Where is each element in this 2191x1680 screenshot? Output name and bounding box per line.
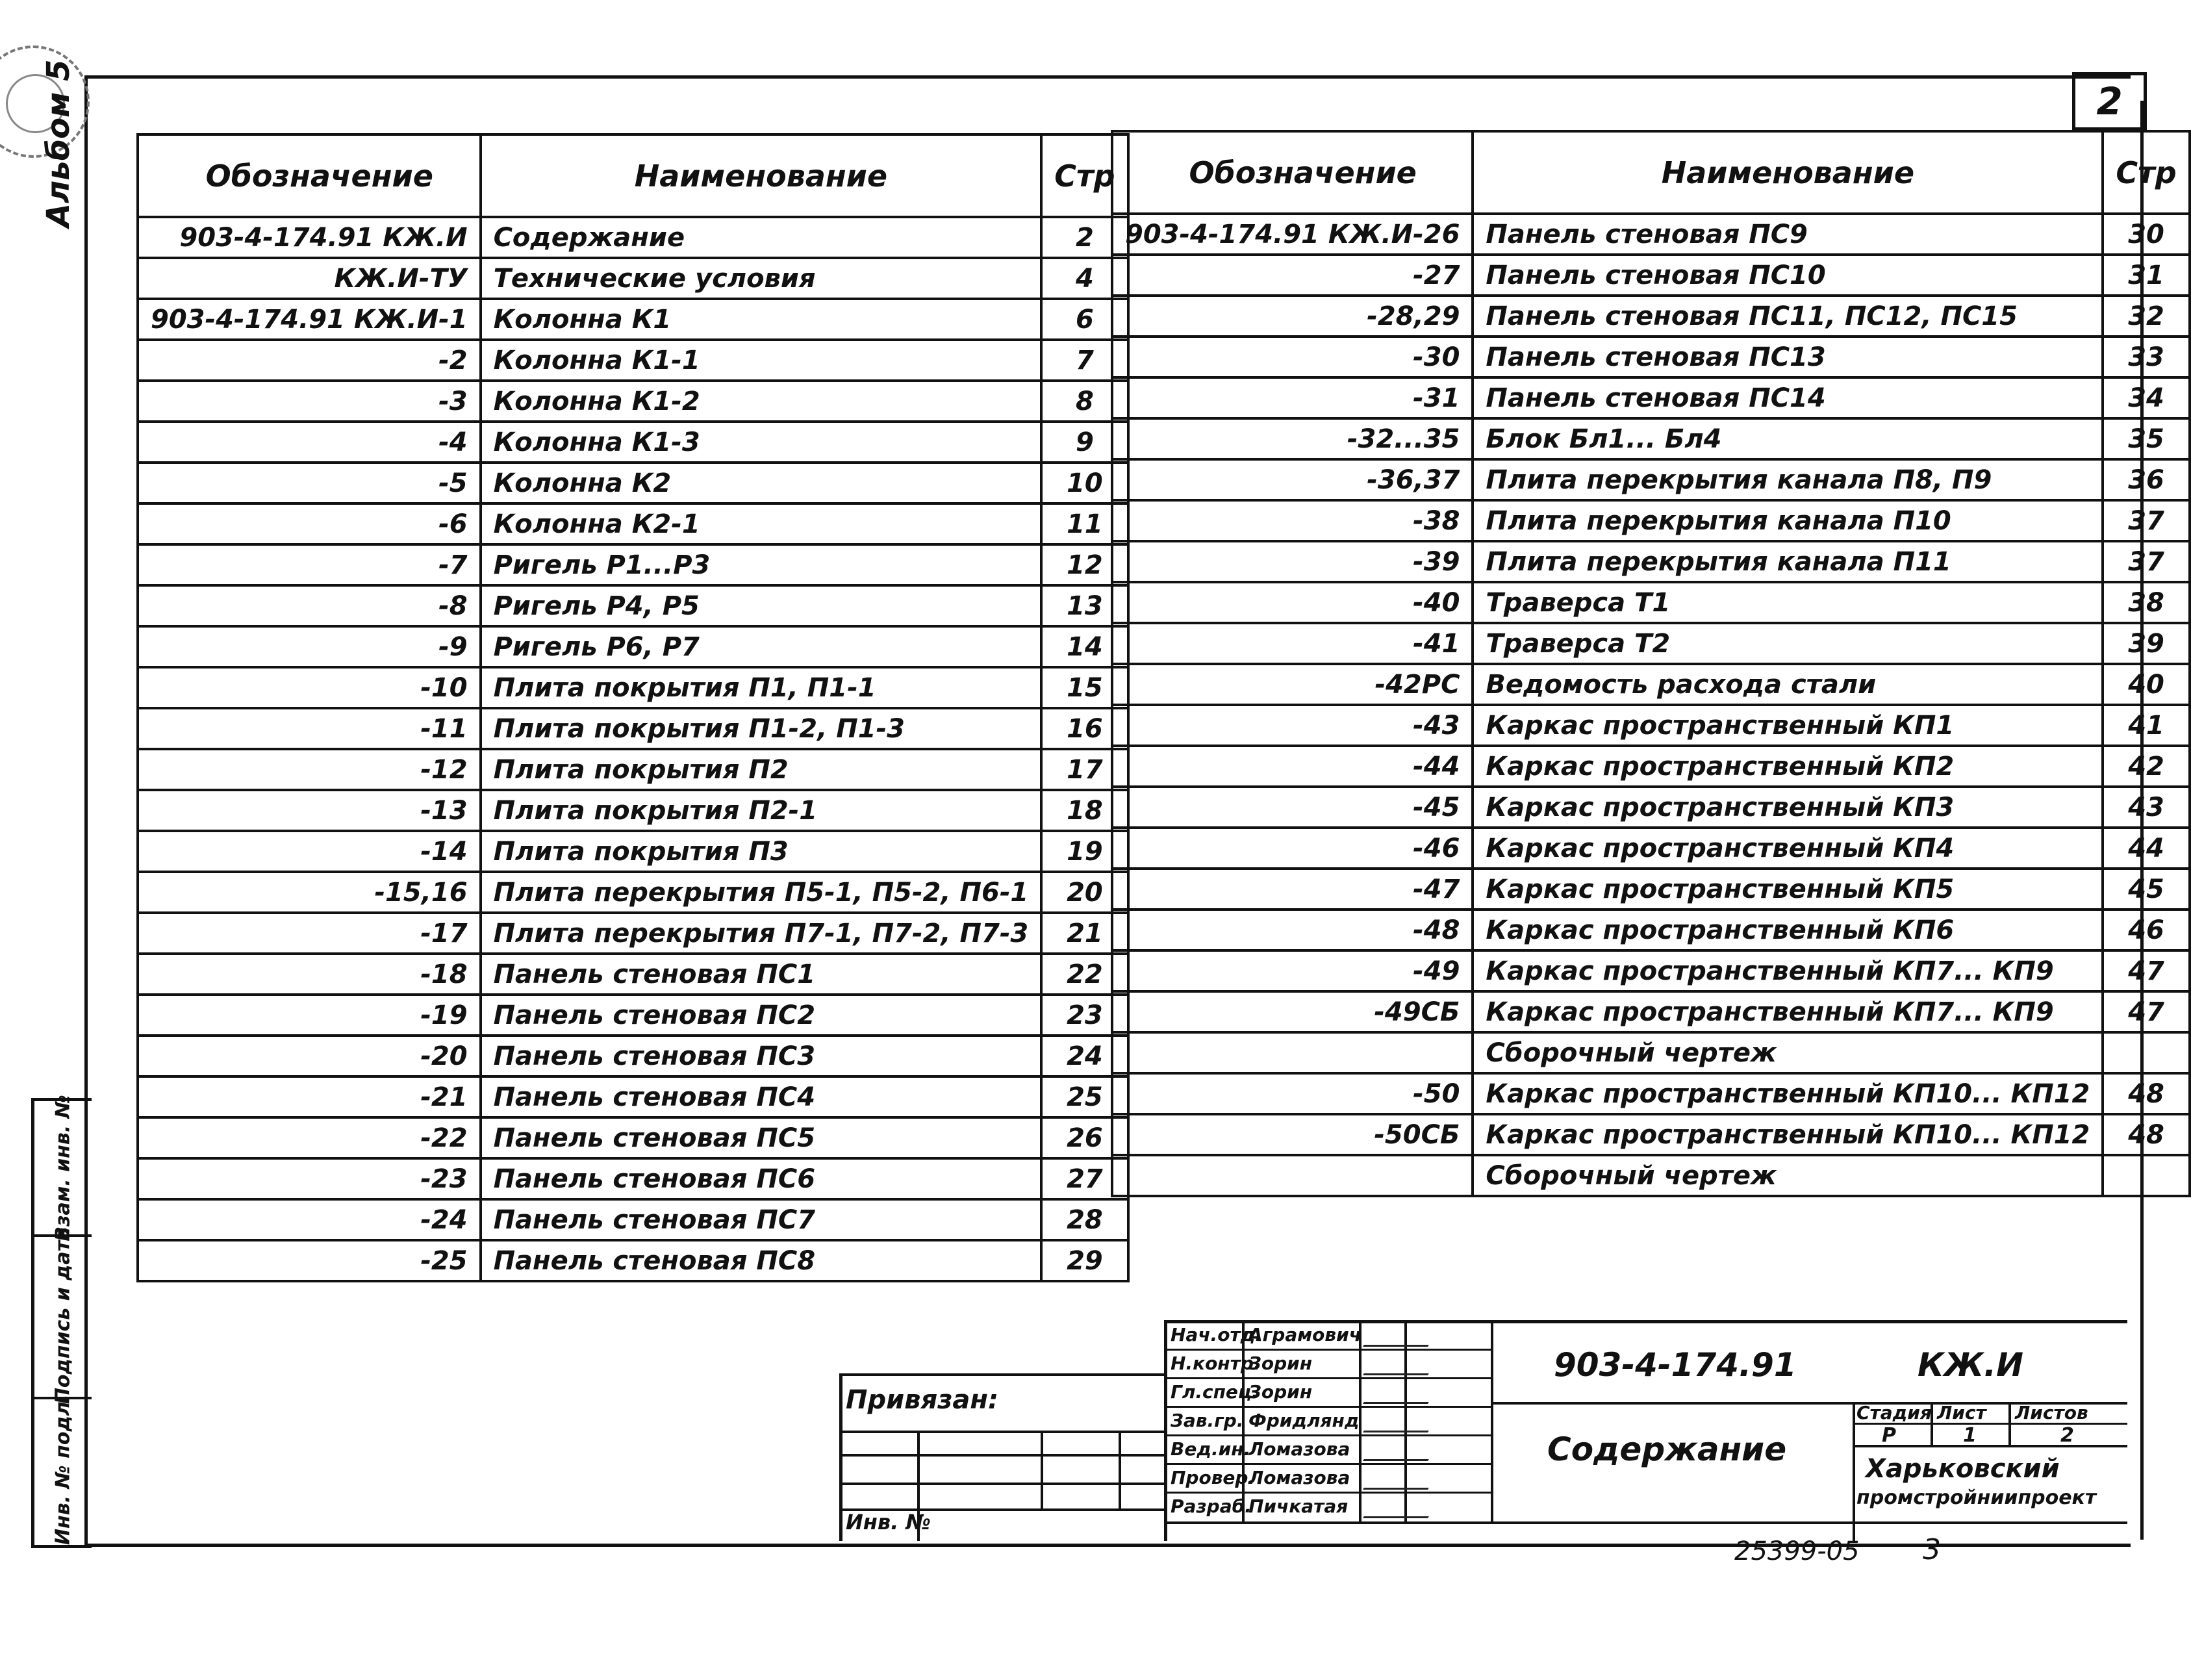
designation-cell: -31 (1112, 377, 1473, 418)
page-cell: 37 (2103, 541, 2189, 582)
name-cell: Плита перекрытия канала П11 (1473, 541, 2103, 582)
name-cell: Сборочный чертеж (1473, 1032, 2103, 1073)
table-row (138, 790, 1128, 831)
designation-cell: -38 (1112, 500, 1473, 541)
signature-1 (1363, 1327, 1439, 1347)
page-cell: 7 (1041, 340, 1128, 381)
name-cell: Плита покрытия П3 (481, 831, 1042, 872)
designation-cell: -19 (138, 995, 481, 1036)
page-cell (2103, 1032, 2189, 1073)
table-row (1112, 1073, 2190, 1114)
page-cell: 16 (1041, 708, 1128, 749)
name-cell: Ведомость расхода стали (1473, 664, 2103, 705)
name-cell: Панель стеновая ПС3 (481, 1036, 1042, 1076)
designation-cell: -28,29 (1112, 296, 1473, 337)
page-cell: 41 (2103, 705, 2189, 746)
role-4: Зав.гр. (1171, 1410, 1244, 1431)
inv-no-label: Инв. № (846, 1510, 931, 1534)
table-row (138, 1076, 1128, 1117)
designation-cell: -21 (138, 1076, 481, 1117)
table-row (1112, 377, 2190, 418)
name-cell: Колонна К1-3 (481, 422, 1042, 463)
name-cell: Плита покрытия П1-2, П1-3 (481, 708, 1042, 749)
designation-cell: -47 (1112, 869, 1473, 910)
name-cell: Ригель Р6, Р7 (481, 626, 1042, 667)
sheet-label: Лист (1937, 1402, 1986, 1423)
name-cell: Плита перекрытия канала П10 (1473, 500, 2103, 541)
page-cell: 18 (1041, 790, 1128, 831)
table-row (1112, 459, 2190, 500)
page-cell: 34 (2103, 377, 2189, 418)
designation-cell: -50СБ (1112, 1114, 1473, 1155)
name-cell: Каркас пространственный КП7... КП9 (1473, 991, 2103, 1032)
designation-cell: 903-4-174.91 КЖ.И-26 (1112, 214, 1473, 255)
header-name: Наименование (481, 134, 1042, 217)
name-cell: Ригель Р1...Р3 (481, 544, 1042, 585)
strip-label-podpis: Подпись и дата (51, 1227, 75, 1405)
table-row (138, 340, 1128, 381)
contents-table-left (136, 133, 1130, 1282)
designation-cell: -9 (138, 626, 481, 667)
page-cell: 27 (1041, 1158, 1128, 1199)
page-cell: 47 (2103, 950, 2189, 991)
table-row (138, 1240, 1128, 1281)
table-row (1112, 582, 2190, 623)
table-row (138, 585, 1128, 626)
name-cell: Колонна К1-2 (481, 381, 1042, 422)
page-cell: 4 (1041, 258, 1128, 299)
name-cell: Панель стеновая ПС13 (1473, 337, 2103, 377)
page-cell: 48 (2103, 1073, 2189, 1114)
name-2: Зорин (1248, 1353, 1313, 1374)
designation-cell: -45 (1112, 787, 1473, 828)
archive-number: 25399-05 (1734, 1536, 1860, 1566)
page-cell: 8 (1041, 381, 1128, 422)
name-cell: Плита покрытия П2 (481, 749, 1042, 790)
page-cell: 17 (1041, 749, 1128, 790)
table-row (1112, 991, 2190, 1032)
page-cell: 38 (2103, 582, 2189, 623)
designation-cell: 903-4-174.91 КЖ.И (138, 217, 481, 258)
page-cell: 32 (2103, 296, 2189, 337)
page-cell: 44 (2103, 828, 2189, 869)
table-row (1112, 500, 2190, 541)
name-4: Фридлянд (1248, 1410, 1360, 1431)
name-cell: Панель стеновая ПС4 (481, 1076, 1042, 1117)
designation-cell: -22 (138, 1117, 481, 1158)
name-cell: Панель стеновая ПС11, ПС12, ПС15 (1473, 296, 2103, 337)
signature-4 (1363, 1412, 1439, 1432)
name-cell: Колонна К1 (481, 299, 1042, 340)
designation-cell: -18 (138, 954, 481, 995)
name-cell: Каркас пространственный КП10... КП12 (1473, 1114, 2103, 1155)
page-cell: 10 (1041, 463, 1128, 503)
designation-cell: -10 (138, 667, 481, 708)
table-row (138, 463, 1128, 503)
name-cell: Панель стеновая ПС5 (481, 1117, 1042, 1158)
designation-cell (1112, 1032, 1473, 1073)
header-name: Наименование (1473, 131, 2103, 214)
table-row (138, 872, 1128, 913)
doc-title: Содержание (1547, 1431, 1787, 1468)
page-cell: 47 (2103, 991, 2189, 1032)
left-binding-strip (31, 1094, 92, 1548)
page-cell: 26 (1041, 1117, 1128, 1158)
page-cell: 48 (2103, 1114, 2189, 1155)
designation-cell: -3 (138, 381, 481, 422)
designation-cell: -49 (1112, 950, 1473, 991)
signature-7 (1363, 1498, 1439, 1518)
table-row (1112, 337, 2190, 377)
page-cell: 30 (2103, 214, 2189, 255)
page-cell: 45 (2103, 869, 2189, 910)
name-cell: Траверса Т2 (1473, 623, 2103, 664)
page-cell: 23 (1041, 995, 1128, 1036)
table-row (138, 544, 1128, 585)
name-cell: Колонна К2-1 (481, 503, 1042, 544)
name-cell: Панель стеновая ПС2 (481, 995, 1042, 1036)
designation-cell: -23 (138, 1158, 481, 1199)
page-cell: 43 (2103, 787, 2189, 828)
page-cell: 14 (1041, 626, 1128, 667)
page-cell: 20 (1041, 872, 1128, 913)
name-cell: Каркас пространственный КП7... КП9 (1473, 950, 2103, 991)
signature-6 (1363, 1470, 1439, 1490)
stage-value: Р (1882, 1424, 1896, 1447)
page-cell: 37 (2103, 500, 2189, 541)
title-block (839, 1320, 2127, 1541)
page-cell: 15 (1041, 667, 1128, 708)
name-6: Ломазова (1248, 1467, 1350, 1488)
name-7: Пичкатая (1248, 1495, 1349, 1517)
table-row (138, 995, 1128, 1036)
name-cell: Панель стеновая ПС9 (1473, 214, 2103, 255)
designation-cell: -24 (138, 1199, 481, 1240)
table-row (138, 381, 1128, 422)
name-cell: Каркас пространственный КП3 (1473, 787, 2103, 828)
table-row (1112, 1155, 2190, 1196)
designation-cell: -49СБ (1112, 991, 1473, 1032)
table-row (1112, 1114, 2190, 1155)
page-cell: 6 (1041, 299, 1128, 340)
page-cell: 31 (2103, 255, 2189, 296)
strip-cell-podpis (34, 1227, 92, 1405)
name-cell: Каркас пространственный КП6 (1473, 910, 2103, 950)
name-cell: Плита перекрытия канала П8, П9 (1473, 459, 2103, 500)
designation-cell: -41 (1112, 623, 1473, 664)
table-row (1112, 255, 2190, 296)
table-row (1112, 910, 2190, 950)
table-row (138, 1199, 1128, 1240)
sheets-label: Листов (2015, 1402, 2088, 1423)
table-row (138, 913, 1128, 954)
name-5: Ломазова (1248, 1438, 1350, 1460)
name-cell: Плита перекрытия П5-1, П5-2, П6-1 (481, 872, 1042, 913)
table-row (1112, 623, 2190, 664)
table-row (138, 749, 1128, 790)
name-cell: Сборочный чертеж (1473, 1155, 2103, 1196)
page-cell: 29 (1041, 1240, 1128, 1281)
designation-cell: -36,37 (1112, 459, 1473, 500)
album-label: Альбом 5 (40, 59, 77, 227)
sheets-value: 2 (2060, 1424, 2074, 1447)
page-cell: 35 (2103, 418, 2189, 459)
table-row (1112, 541, 2190, 582)
table-row (138, 1117, 1128, 1158)
header-page: Стр (2103, 131, 2189, 214)
name-cell: Панель стеновая ПС10 (1473, 255, 2103, 296)
role-6: Провер. (1171, 1467, 1256, 1488)
name-cell: Каркас пространственный КП1 (1473, 705, 2103, 746)
page-cell: 12 (1041, 544, 1128, 585)
name-cell: Плита перекрытия П7-1, П7-2, П7-3 (481, 913, 1042, 954)
page-cell: 36 (2103, 459, 2189, 500)
table-header-row (1112, 131, 2190, 214)
table-row (138, 708, 1128, 749)
page-cell: 42 (2103, 746, 2189, 787)
name-cell: Блок Бл1... Бл4 (1473, 418, 2103, 459)
designation-cell: -25 (138, 1240, 481, 1281)
page-cell: 13 (1041, 585, 1128, 626)
designation-cell: -50 (1112, 1073, 1473, 1114)
table-row (1112, 418, 2190, 459)
page-cell: 21 (1041, 913, 1128, 954)
name-3: Зорин (1248, 1381, 1313, 1403)
designation-cell: -20 (138, 1036, 481, 1076)
designation-cell: -46 (1112, 828, 1473, 869)
org-line-1: Харьковский (1866, 1454, 2060, 1484)
designation-cell: -48 (1112, 910, 1473, 950)
page-cell: 9 (1041, 422, 1128, 463)
signature-5 (1363, 1441, 1439, 1461)
name-cell: Панель стеновая ПС6 (481, 1158, 1042, 1199)
page-cell: 46 (2103, 910, 2189, 950)
page-cell: 28 (1041, 1199, 1128, 1240)
signature-3 (1363, 1384, 1439, 1404)
table-row (138, 217, 1128, 258)
page-cell (2103, 1155, 2189, 1196)
designation-cell: -4 (138, 422, 481, 463)
sheet-value: 1 (1963, 1424, 1977, 1447)
name-cell: Панель стеновая ПС1 (481, 954, 1042, 995)
designation-cell: -40 (1112, 582, 1473, 623)
header-page: Стр (1041, 134, 1128, 217)
table-row (1112, 1032, 2190, 1073)
name-cell: Каркас пространственный КП2 (1473, 746, 2103, 787)
table-row (138, 667, 1128, 708)
designation-cell: -17 (138, 913, 481, 954)
table-header-row (138, 134, 1128, 217)
name-cell: Каркас пространственный КП4 (1473, 828, 2103, 869)
strip-cell-vzam (34, 1094, 92, 1241)
table-row (1112, 746, 2190, 787)
designation-cell: -44 (1112, 746, 1473, 787)
designation-cell: -7 (138, 544, 481, 585)
name-cell: Технические условия (481, 258, 1042, 299)
table-row (1112, 296, 2190, 337)
org-line-2: промстройниипроект (1856, 1486, 2097, 1509)
designation-cell: -32...35 (1112, 418, 1473, 459)
signature-2 (1363, 1355, 1439, 1375)
name-cell: Колонна К1-1 (481, 340, 1042, 381)
strip-cell-inv (34, 1394, 92, 1546)
table-row (1112, 828, 2190, 869)
name-cell: Панель стеновая ПС14 (1473, 377, 2103, 418)
table-row (138, 954, 1128, 995)
designation-cell: -15,16 (138, 872, 481, 913)
designation-cell: -2 (138, 340, 481, 381)
name-cell: Панель стеновая ПС7 (481, 1199, 1042, 1240)
designation-cell: -14 (138, 831, 481, 872)
role-1: Нач.отд. (1171, 1324, 1262, 1345)
page-number: 3 (1923, 1533, 1941, 1566)
designation-cell: -5 (138, 463, 481, 503)
table-row (138, 626, 1128, 667)
page-cell: 33 (2103, 337, 2189, 377)
table-row (138, 831, 1128, 872)
name-cell: Каркас пространственный КП5 (1473, 869, 2103, 910)
designation-cell: -27 (1112, 255, 1473, 296)
page-cell: 24 (1041, 1036, 1128, 1076)
table-row (138, 422, 1128, 463)
page-cell: 11 (1041, 503, 1128, 544)
name-cell: Ригель Р4, Р5 (481, 585, 1042, 626)
designation-cell (1112, 1155, 1473, 1196)
page-cell: 25 (1041, 1076, 1128, 1117)
name-cell: Панель стеновая ПС8 (481, 1240, 1042, 1281)
privyazan-label: Привязан: (846, 1385, 998, 1415)
doc-mark: КЖ.И (1918, 1346, 2023, 1384)
name-cell: Плита покрытия П1, П1-1 (481, 667, 1042, 708)
role-3: Гл.спец. (1171, 1381, 1259, 1403)
name-1: Аграмович (1248, 1324, 1361, 1345)
header-designation: Обозначение (138, 134, 481, 217)
designation-cell: 903-4-174.91 КЖ.И-1 (138, 299, 481, 340)
role-5: Вед.ин. (1171, 1438, 1251, 1460)
contents-table-right (1111, 130, 2191, 1197)
doc-code: 903-4-174.91 (1554, 1346, 1797, 1384)
sheet-number: 2 (2072, 72, 2147, 131)
page-cell: 19 (1041, 831, 1128, 872)
strip-label-inv: Инв. № подл. (51, 1394, 75, 1546)
table-row (138, 1036, 1128, 1076)
name-cell: Каркас пространственный КП10... КП12 (1473, 1073, 2103, 1114)
page-cell: 22 (1041, 954, 1128, 995)
table-row (1112, 950, 2190, 991)
table-row (138, 1158, 1128, 1199)
page-cell: 2 (1041, 217, 1128, 258)
stage-label: Стадия (1856, 1402, 1932, 1423)
designation-cell: -42РС (1112, 664, 1473, 705)
name-cell: Траверса Т1 (1473, 582, 2103, 623)
designation-cell: -30 (1112, 337, 1473, 377)
page-cell: 40 (2103, 664, 2189, 705)
designation-cell: -6 (138, 503, 481, 544)
designation-cell: -43 (1112, 705, 1473, 746)
name-cell: Колонна К2 (481, 463, 1042, 503)
role-7: Разраб. (1171, 1495, 1252, 1517)
table-row (138, 503, 1128, 544)
table-row (1112, 787, 2190, 828)
designation-cell: -11 (138, 708, 481, 749)
designation-cell: КЖ.И-ТУ (138, 258, 481, 299)
table-row (1112, 214, 2190, 255)
table-row (1112, 664, 2190, 705)
designation-cell: -12 (138, 749, 481, 790)
name-cell: Плита покрытия П2-1 (481, 790, 1042, 831)
designation-cell: -8 (138, 585, 481, 626)
name-cell: Содержание (481, 217, 1042, 258)
designation-cell: -13 (138, 790, 481, 831)
page-cell: 39 (2103, 623, 2189, 664)
table-row (138, 299, 1128, 340)
table-row (138, 258, 1128, 299)
role-2: Н.контр. (1171, 1353, 1261, 1374)
designation-cell: -39 (1112, 541, 1473, 582)
table-row (1112, 705, 2190, 746)
table-row (1112, 869, 2190, 910)
header-designation: Обозначение (1112, 131, 1473, 214)
strip-label-vzam: Взам. инв. № (51, 1094, 75, 1241)
